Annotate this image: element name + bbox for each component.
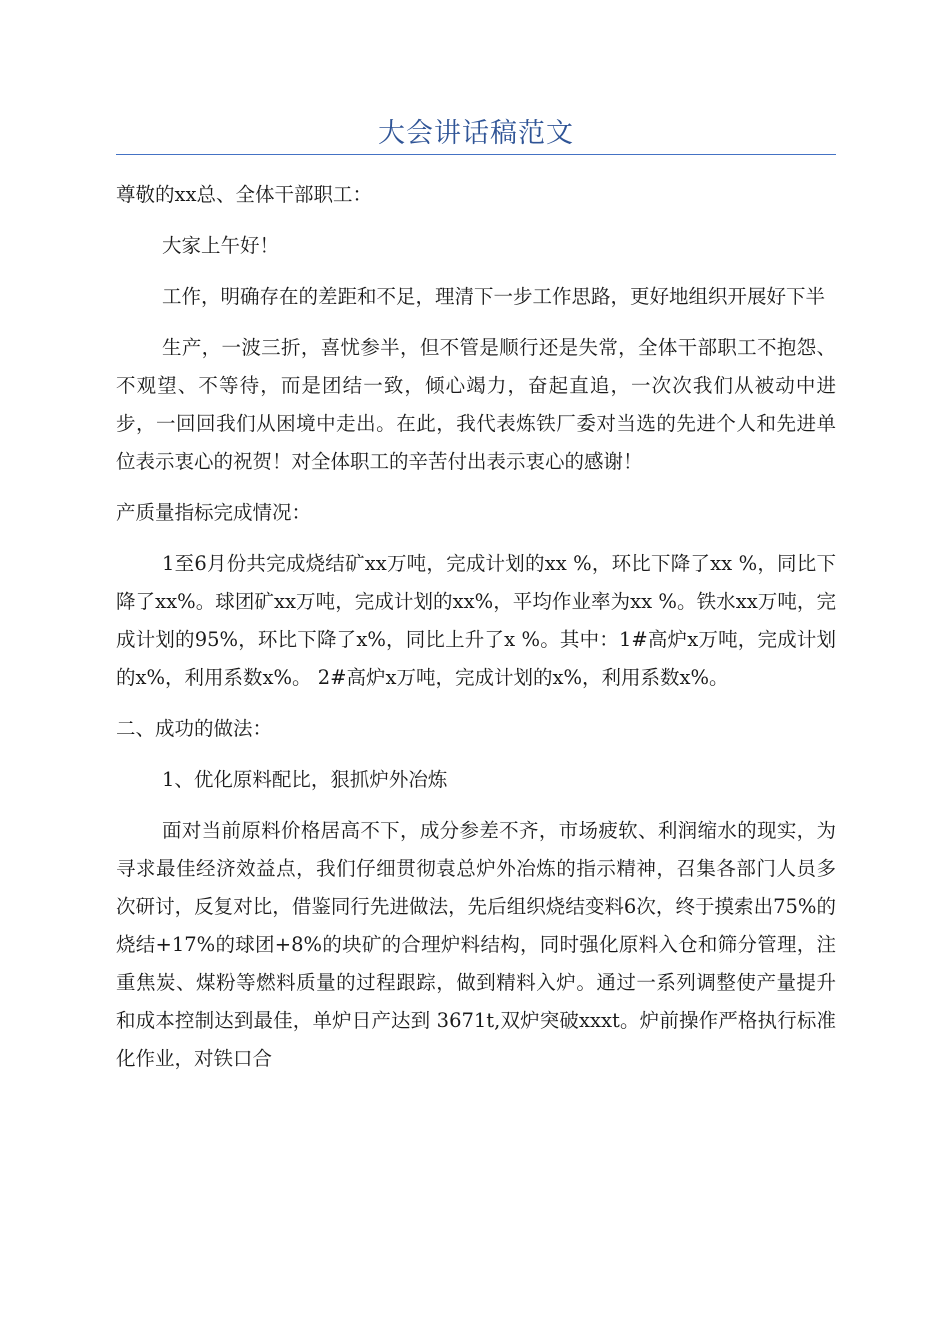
production-summary-paragraph: 生产，一波三折，喜忧参半，但不管是顺行还是失常，全体干部职工不抱怨、不观望、不等待，而是团结一致，倾心竭力，奋起直追，一次次我们从被动中进步，一回回我们从困境中走出。在此，我代表炼铁厂委对当选的先进个人和先进单位表示衷心的祝贺！对全体职工的辛苦付出表示衷心的感谢！ xyxy=(116,336,836,473)
indicators-paragraph: 1至6月份共完成烧结矿xx万吨，完成计划的xx %，环比下降了xx %，同比下降了xx%。球团矿xx万吨，完成计划的xx%，平均作业率为xx %。铁水xx万吨，完成计划的95%，环比下降了x%，同比上升了x %。其中：1#高炉x万吨，完成计划的x%，利用系数x%。 2#高炉x万吨，完成计划的x%，利用系数x%。 xyxy=(116,552,836,689)
intro-paragraph: 工作，明确存在的差距和不足，理清下一步工作思路，更好地组织开展好下半 xyxy=(162,285,826,308)
raw-materials-paragraph: 面对当前原料价格居高不下，成分参差不齐，市场疲软、利润缩水的现实，为寻求最佳经济效益点，我们仔细贯彻袁总炉外冶炼的指示精神，召集各部门人员多次研讨，反复对比，借鉴同行先进做法，先后组织烧结变料6次，终于摸索出75%的烧结+17%的球团+8%的块矿的合理炉料结构，同时强化原料入仓和筛分管理，注重焦炭、煤粉等燃料质量的过程跟踪，做到精料入炉。通过一系列调整使产量提升和成本控制达到最佳，单炉日产达到 3671t,双炉突破xxxt。炉前操作严格执行标准化作业，对铁口合 xyxy=(116,819,836,1070)
greeting-paragraph: 大家上午好！ xyxy=(162,234,280,257)
section-heading-practices: 二、成功的做法： xyxy=(116,717,273,740)
section-heading-indicators: 产质量指标完成情况： xyxy=(116,501,312,524)
subheading-raw-materials: 1、优化原料配比，狠抓炉外冶炼 xyxy=(162,768,448,791)
document-title: 大会讲话稿范文 xyxy=(378,118,574,149)
title-underline xyxy=(116,154,836,155)
salutation-paragraph: 尊敬的xx总、全体干部职工： xyxy=(116,183,372,206)
document-page xyxy=(116,0,836,1078)
